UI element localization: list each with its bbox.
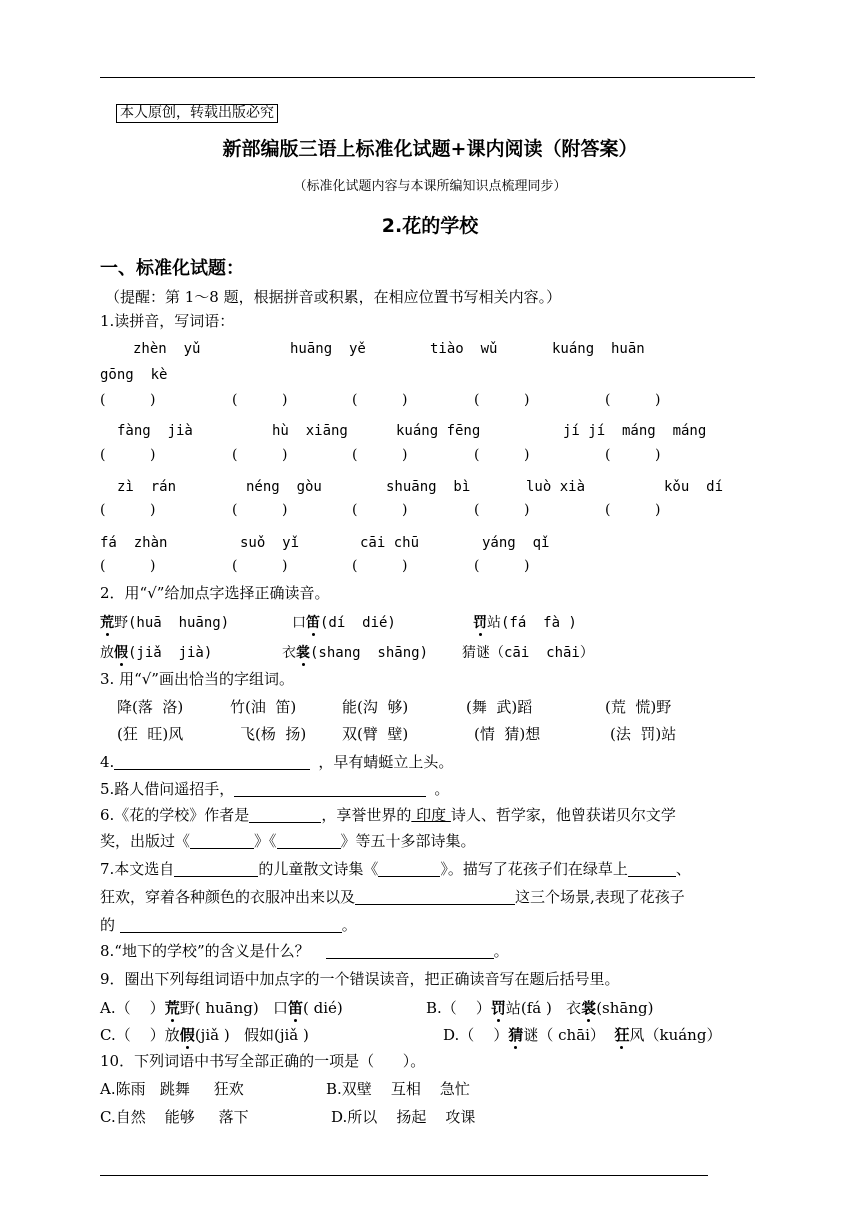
question-7-line3 bbox=[100, 918, 357, 933]
q2-item-text: (shang shāng) bbox=[310, 645, 429, 661]
answer-blank[interactable]: ( ) bbox=[100, 558, 156, 574]
dotted-char: 罚 bbox=[490, 999, 506, 1017]
q6-text: 6.《花的学校》作者是 bbox=[100, 806, 250, 824]
pinyin-item: kǒu dí bbox=[664, 479, 724, 495]
q2-item-text: 口 bbox=[292, 615, 306, 631]
answer-blank[interactable]: ( ) bbox=[605, 502, 661, 518]
q3-option[interactable]: (情 猜)想 bbox=[474, 725, 541, 743]
q10-option[interactable]: A.陈雨 跳舞 狂欢 bbox=[100, 1080, 244, 1098]
option-text: 野( huāng) 口 bbox=[179, 999, 289, 1017]
reminder-text: （提醒：第 1～8 题，根据拼音或积累，在相应位置书写相关内容。） bbox=[105, 288, 562, 306]
answer-blank[interactable]: ( ) bbox=[352, 502, 408, 518]
q9-option-a[interactable] bbox=[100, 1001, 343, 1016]
q5-text: 5.路人借问遥招手， bbox=[100, 780, 235, 798]
dotted-char: 笛 bbox=[306, 615, 320, 631]
q6-text: 》《 bbox=[254, 832, 277, 850]
q8-end: 。 bbox=[493, 942, 509, 960]
q6-text: 奖，出版过《 bbox=[100, 832, 191, 850]
q2-item-text: 野(huā huāng) bbox=[114, 615, 230, 631]
pinyin-item: kuáng huān bbox=[552, 341, 645, 357]
q3-option[interactable]: 能(沟 够) bbox=[342, 698, 409, 716]
q3-option[interactable]: 飞(杨 扬) bbox=[240, 725, 307, 743]
q3-option[interactable]: (荒 慌)野 bbox=[605, 698, 672, 716]
answer-line[interactable] bbox=[355, 890, 515, 905]
q2-item-text: 衣 bbox=[282, 645, 296, 661]
q4-text: ，早有蜻蜓立上头。 bbox=[318, 753, 454, 771]
answer-blank[interactable]: ( ) bbox=[352, 558, 408, 574]
q7-text: 。 bbox=[341, 916, 357, 934]
q10-option[interactable]: B.双壁 互相 急忙 bbox=[326, 1080, 470, 1098]
dotted-char: 裳 bbox=[581, 999, 597, 1017]
answer-blank[interactable]: ( ) bbox=[605, 392, 661, 408]
dotted-char: 荒 bbox=[164, 999, 180, 1017]
dotted-char: 狂 bbox=[614, 1026, 630, 1044]
answer-blank[interactable]: ( ) bbox=[232, 558, 288, 574]
answer-blank[interactable]: ( ) bbox=[474, 392, 530, 408]
q2-item-text: (jiǎ jià) bbox=[128, 645, 213, 661]
answer-line[interactable] bbox=[249, 808, 321, 823]
question-6-line2 bbox=[100, 834, 476, 849]
q7-text: 这三个场景,表现了花孩子 bbox=[515, 888, 685, 906]
pinyin-item: zì rán bbox=[117, 479, 177, 495]
answer-blank[interactable]: ( ) bbox=[474, 558, 530, 574]
pinyin-item: gōng kè bbox=[100, 367, 168, 383]
answer-line[interactable] bbox=[120, 918, 342, 933]
question-5 bbox=[100, 782, 449, 797]
section-heading: 一、标准化试题： bbox=[100, 258, 244, 279]
q5-end: 。 bbox=[434, 780, 450, 798]
option-label: B.（ ） bbox=[426, 999, 491, 1017]
q6-text: ，享誉世界的 bbox=[321, 806, 412, 824]
question-1: 1.读拼音，写词语： bbox=[100, 312, 235, 330]
q2-item-text: 站(fá fà ) bbox=[487, 615, 577, 631]
pinyin-item: zhèn yǔ bbox=[133, 341, 201, 357]
footer-rule bbox=[100, 1175, 708, 1176]
answer-blank[interactable]: ( ) bbox=[232, 447, 288, 463]
answer-blank[interactable]: ( ) bbox=[352, 447, 408, 463]
option-label: D.（ ） bbox=[443, 1026, 509, 1044]
q7-text: 的 bbox=[100, 916, 120, 934]
q6-text: 诗人、哲学家，他曾获诺贝尔文学 bbox=[450, 806, 676, 824]
q2-item-text: 放 bbox=[100, 645, 114, 661]
answer-line[interactable] bbox=[378, 862, 440, 877]
pinyin-item: shuāng bì bbox=[386, 479, 471, 495]
answer-line[interactable] bbox=[628, 862, 676, 877]
q9-option-d[interactable] bbox=[443, 1028, 721, 1043]
dotted-char: 假 bbox=[179, 1026, 195, 1044]
dotted-char: 罚 bbox=[473, 615, 487, 631]
option-text: 站(fá ) 衣 bbox=[505, 999, 582, 1017]
question-3: 3. 用“√”画出恰当的字组词。 bbox=[100, 670, 294, 688]
q3-option[interactable]: 降(落 洛) bbox=[117, 698, 184, 716]
answer-blank[interactable]: ( ) bbox=[100, 392, 156, 408]
pinyin-item: suǒ yǐ bbox=[240, 535, 300, 551]
dotted-char: 猜 bbox=[508, 1026, 524, 1044]
answer-line[interactable] bbox=[277, 834, 341, 849]
option-text: 风（kuáng） bbox=[629, 1026, 722, 1044]
answer-line[interactable] bbox=[174, 862, 258, 877]
q6-text: 》等五十多部诗集。 bbox=[340, 832, 476, 850]
question-9: 9．圈出下列每组词语中加点字的一个错误读音，把正确读音写在题后括号里。 bbox=[100, 970, 620, 988]
answer-line[interactable] bbox=[326, 944, 494, 959]
dotted-char: 裳 bbox=[296, 645, 310, 661]
pinyin-item: cāi chū bbox=[360, 535, 420, 551]
q7-text: 的儿童散文诗集《 bbox=[258, 860, 379, 878]
q3-option[interactable]: (舞 武)蹈 bbox=[466, 698, 533, 716]
pinyin-item: tiào wǔ bbox=[430, 341, 498, 357]
pinyin-item: fá zhàn bbox=[100, 535, 168, 551]
q3-option[interactable]: 竹(油 笛) bbox=[230, 698, 297, 716]
q7-text: 狂欢，穿着各种颜色的衣服冲出来以及 bbox=[100, 888, 356, 906]
q3-option[interactable]: (狂 旺)风 bbox=[117, 725, 184, 743]
pinyin-item: néng gòu bbox=[246, 479, 322, 495]
question-2: 2．用“√”给加点字选择正确读音。 bbox=[100, 584, 330, 602]
answer-line[interactable] bbox=[234, 782, 426, 797]
answer-line[interactable] bbox=[114, 755, 310, 770]
pinyin-item: luò xià bbox=[526, 479, 586, 495]
answer-blank[interactable]: ( ) bbox=[100, 447, 156, 463]
q3-option[interactable]: (法 罚)站 bbox=[610, 725, 677, 743]
answer-blank[interactable]: ( ) bbox=[232, 502, 288, 518]
answer-line[interactable] bbox=[190, 834, 254, 849]
answer-blank[interactable]: ( ) bbox=[605, 447, 661, 463]
question-6-line1 bbox=[100, 808, 676, 823]
q3-option[interactable]: 双(臂 壁) bbox=[342, 725, 409, 743]
option-label: A.（ ） bbox=[100, 999, 165, 1017]
pinyin-item: huāng yě bbox=[290, 341, 366, 357]
pinyin-item: jí jí máng máng bbox=[563, 423, 707, 439]
header-rule bbox=[100, 77, 755, 78]
q7-text: 、 bbox=[675, 860, 691, 878]
option-text: (shāng) bbox=[596, 999, 654, 1017]
dotted-char: 笛 bbox=[288, 999, 304, 1017]
option-label: C.（ ）放 bbox=[100, 1026, 180, 1044]
q8-text: 8.“地下的学校”的含义是什么？ bbox=[100, 942, 310, 960]
q4-number: 4. bbox=[100, 753, 115, 771]
q2-item bbox=[100, 646, 212, 660]
page-title: 新部编版三语上标准化试题+课内阅读（附答案） bbox=[222, 138, 638, 160]
q6-country: 印度 bbox=[411, 806, 451, 824]
option-text: (jiǎ ) 假如(jiǎ ) bbox=[194, 1026, 309, 1044]
q7-text: 7.本文选自 bbox=[100, 860, 175, 878]
question-7-line1 bbox=[100, 862, 691, 877]
q2-item-text: (dí dié) bbox=[320, 615, 396, 631]
question-8 bbox=[100, 944, 509, 959]
answer-blank[interactable]: ( ) bbox=[100, 502, 156, 518]
q2-item: 猜谜（cāi chāi） bbox=[462, 645, 594, 661]
pinyin-item: yáng qǐ bbox=[482, 535, 550, 551]
copyright-stamp: 本人原创，转载出版必究 bbox=[116, 104, 278, 123]
lesson-title: 2.花的学校 bbox=[381, 215, 479, 237]
answer-blank[interactable]: ( ) bbox=[352, 392, 408, 408]
q7-text: 》。描写了花孩子们在绿草上 bbox=[440, 860, 628, 878]
q10-option[interactable]: C.自然 能够 落下 bbox=[100, 1108, 249, 1126]
question-10: 10．下列词语中书写全部正确的一项是（ ）。 bbox=[100, 1052, 426, 1070]
pinyin-item: kuáng fēng bbox=[396, 423, 481, 439]
q10-option[interactable]: D.所以 扬起 攻课 bbox=[331, 1108, 476, 1126]
pinyin-item: hù xiāng bbox=[272, 423, 348, 439]
answer-blank[interactable]: ( ) bbox=[232, 392, 288, 408]
q2-item bbox=[292, 616, 396, 630]
option-text: 谜（ chāi） bbox=[523, 1026, 615, 1044]
q2-item bbox=[100, 616, 229, 630]
pinyin-item: fàng jià bbox=[117, 423, 193, 439]
answer-blank[interactable]: ( ) bbox=[474, 502, 530, 518]
question-4 bbox=[100, 755, 453, 770]
option-text: ( dié) bbox=[303, 999, 343, 1017]
answer-blank[interactable]: ( ) bbox=[474, 447, 530, 463]
q2-item bbox=[473, 616, 577, 630]
q9-option-c[interactable] bbox=[100, 1028, 309, 1043]
q9-option-b[interactable] bbox=[426, 1001, 653, 1016]
dotted-char: 荒 bbox=[100, 615, 114, 631]
page-subtitle: （标准化试题内容与本课所编知识点梳理同步） bbox=[293, 179, 567, 194]
q2-item bbox=[282, 646, 428, 660]
question-7-line2 bbox=[100, 890, 685, 905]
dotted-char: 假 bbox=[114, 645, 128, 661]
